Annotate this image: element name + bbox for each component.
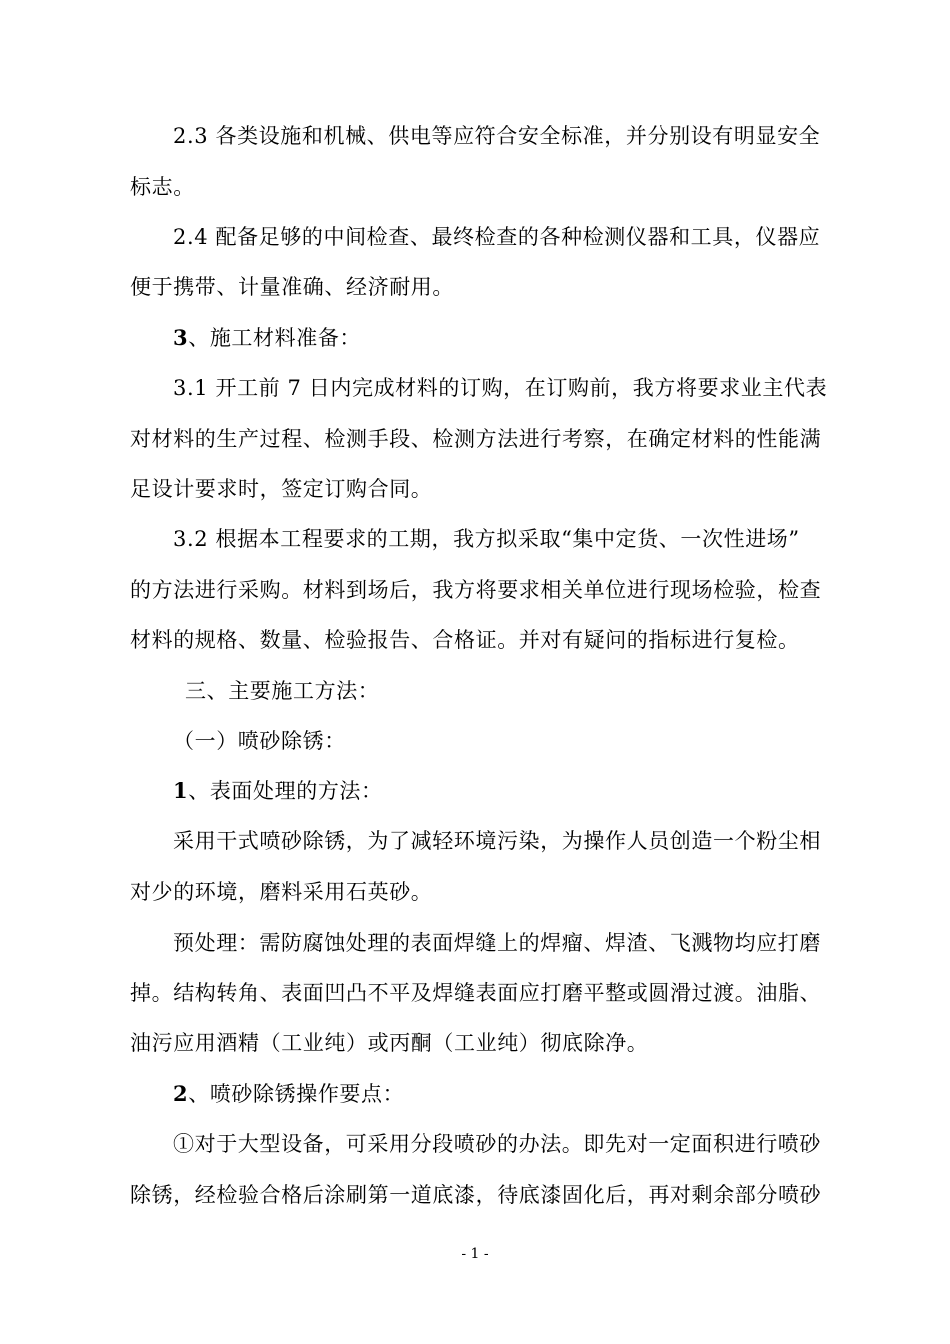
heading-blast-key-points-text: 、喷砂除锈操作要点：	[188, 1082, 405, 1106]
heading-materials-number: 3	[173, 325, 189, 350]
section-main-methods: 三、主要施工方法：	[185, 679, 380, 703]
paragraph-3-2-line-3: 材料的规格、数量、检验报告、合格证。并对有疑问的指标进行复检。	[130, 628, 800, 652]
paragraph-3-2-line-2: 的方法进行采购。材料到场后，我方将要求相关单位进行现场检验，检查	[130, 578, 822, 602]
heading-materials	[173, 323, 893, 353]
paragraph-2-4-line-2: 便于携带、计量准确、经济耐用。	[130, 275, 454, 299]
paragraph-3-1-line-1: 3.1 开工前 7 日内完成材料的订购，在订购前，我方将要求业主代表	[173, 376, 828, 400]
heading-blast-key-points-number: 2	[173, 1081, 189, 1106]
paragraph-dry-blast-line-2: 对少的环境，磨料采用石英砂。	[130, 880, 433, 904]
paragraph-pretreatment-line-3: 油污应用酒精（工业纯）或丙酮（工业纯）彻底除净。	[130, 1031, 649, 1055]
subsection-sandblasting: （一）喷砂除锈：	[173, 729, 346, 753]
paragraph-2-4-line-1: 2.4 配备足够的中间检查、最终检查的各种检测仪器和工具，仪器应	[173, 225, 821, 249]
heading-surface-treatment	[173, 776, 893, 806]
paragraph-2-3-line-1: 2.3 各类设施和机械、供电等应符合安全标准，并分别设有明显安全	[173, 124, 821, 148]
paragraph-large-equipment-line-2: 除锈，经检验合格后涂刷第一道底漆，待底漆固化后，再对剩余部分喷砂	[130, 1183, 822, 1207]
heading-surface-treatment-number: 1	[173, 778, 189, 803]
heading-blast-key-points	[173, 1079, 893, 1109]
paragraph-dry-blast-line-1: 采用干式喷砂除锈，为了减轻环境污染，为操作人员创造一个粉尘相	[173, 829, 821, 853]
paragraph-3-1-line-3: 足设计要求时，签定订购合同。	[130, 477, 433, 501]
heading-materials-text: 、施工材料准备：	[188, 326, 362, 350]
heading-surface-treatment-text: 、表面处理的方法：	[188, 779, 383, 803]
paragraph-3-1-line-2: 对材料的生产过程、检测手段、检测方法进行考察，在确定材料的性能满	[130, 427, 822, 451]
paragraph-pretreatment-line-2: 掉。结构转角、表面凹凸不平及焊缝表面应打磨平整或圆滑过渡。油脂、	[130, 981, 822, 1005]
paragraph-2-3-line-2: 标志。	[130, 175, 195, 199]
page-number: - 1 -	[461, 1246, 489, 1262]
paragraph-pretreatment-line-1: 预处理：需防腐蚀处理的表面焊缝上的焊瘤、焊渣、飞溅物均应打磨	[173, 931, 821, 955]
paragraph-3-2-line-1: 3.2 根据本工程要求的工期，我方拟采取“集中定货、一次性进场”	[173, 527, 800, 551]
paragraph-large-equipment-line-1: ①对于大型设备，可采用分段喷砂的办法。即先对一定面积进行喷砂	[173, 1132, 821, 1156]
